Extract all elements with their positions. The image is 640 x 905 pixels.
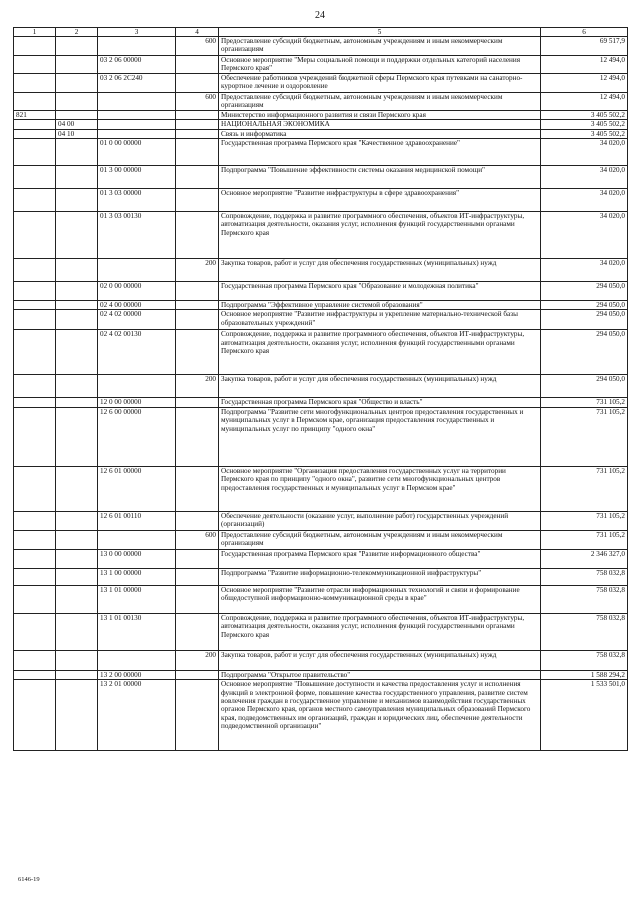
section-code-cell	[56, 585, 98, 613]
target-article-cell: 01 3 03 00000	[98, 189, 176, 212]
description-cell: Основное мероприятие "Развитие инфраструктуры в сфере здравоохранения"	[219, 189, 541, 212]
section-code-cell	[56, 466, 98, 511]
table-row	[14, 110, 628, 119]
document-code: 6146-19	[18, 876, 40, 883]
description-cell: Связь и информатика	[219, 129, 541, 138]
description-cell: Сопровождение, поддержка и развитие программного обеспечения, объектов ИТ-инфраструктуры, автоматизация деятельности, оказания услуг, исполнения функций государственными органами Пермского края	[219, 330, 541, 375]
expense-type-cell	[176, 585, 219, 613]
target-article-cell	[98, 375, 176, 398]
target-article-cell	[98, 93, 176, 111]
description-cell: Основное мероприятие "Меры социальной помощи и поддержки отдельных категорий населения Пермского края"	[219, 56, 541, 74]
table-row	[14, 301, 628, 310]
section-code-cell	[56, 407, 98, 466]
table-row	[14, 259, 628, 282]
expense-type-cell	[176, 310, 219, 330]
amount-cell: 3 405 502,2	[541, 129, 628, 138]
description-cell: Обеспечение деятельности (оказание услуг, выполнение работ) государственных учреждений (организаций)	[219, 511, 541, 530]
description-cell: Закупка товаров, работ и услуг для обеспечения государственных (муниципальных) нужд	[219, 650, 541, 670]
section-code-cell	[56, 650, 98, 670]
target-article-cell	[98, 37, 176, 56]
amount-cell: 731 105,2	[541, 407, 628, 466]
description-cell: Сопровождение, поддержка и развитие программного обеспечения, объектов ИТ-инфраструктуры, автоматизация деятельности, оказания услуг, исполнения функций государственными органами Пермского края	[219, 212, 541, 259]
column-header: 2	[56, 28, 98, 37]
section-code-cell	[56, 613, 98, 650]
description-cell: Государственная программа Пермского края "Общество и власть"	[219, 398, 541, 407]
description-cell: Подпрограмма "Повышение эффективности системы оказания медицинской помощи"	[219, 166, 541, 189]
expense-type-cell: 200	[176, 375, 219, 398]
description-cell: Государственная программа Пермского края "Качественное здравоохранение"	[219, 139, 541, 166]
table-row	[14, 189, 628, 212]
expense-type-cell	[176, 129, 219, 138]
target-article-cell: 01 3 00 00000	[98, 166, 176, 189]
budget-code-cell	[14, 549, 56, 568]
amount-cell: 294 050,0	[541, 282, 628, 301]
target-article-cell: 03 2 06 00000	[98, 56, 176, 74]
column-header: 5	[219, 28, 541, 37]
target-article-cell: 01 3 03 00130	[98, 212, 176, 259]
amount-cell: 758 032,8	[541, 650, 628, 670]
section-code-cell	[56, 139, 98, 166]
description-cell: Закупка товаров, работ и услуг для обеспечения государственных (муниципальных) нужд	[219, 259, 541, 282]
expense-type-cell	[176, 407, 219, 466]
target-article-cell: 02 4 02 00000	[98, 310, 176, 330]
amount-cell: 758 032,8	[541, 568, 628, 585]
budget-code-cell	[14, 330, 56, 375]
description-cell: Государственная программа Пермского края "Развитие информационного общества"	[219, 549, 541, 568]
amount-cell: 34 020,0	[541, 212, 628, 259]
budget-code-cell	[14, 282, 56, 301]
budget-code-cell	[14, 568, 56, 585]
amount-cell: 294 050,0	[541, 330, 628, 375]
section-code-cell	[56, 166, 98, 189]
table-row	[14, 37, 628, 56]
table-header-row	[14, 28, 628, 37]
expense-type-cell: 600	[176, 93, 219, 111]
target-article-cell	[98, 110, 176, 119]
description-cell: Государственная программа Пермского края "Образование и молодежная политика"	[219, 282, 541, 301]
expense-type-cell	[176, 139, 219, 166]
description-cell: Предоставление субсидий бюджетным, автономным учреждениям и иным некоммерческим организациям	[219, 93, 541, 111]
target-article-cell: 12 0 00 00000	[98, 398, 176, 407]
expense-type-cell: 600	[176, 530, 219, 549]
budget-code-cell	[14, 120, 56, 129]
table-row	[14, 93, 628, 111]
target-article-cell: 13 2 00 00000	[98, 670, 176, 679]
expense-type-cell	[176, 398, 219, 407]
target-article-cell: 03 2 06 2С240	[98, 74, 176, 93]
table-row	[14, 680, 628, 751]
amount-cell: 758 032,8	[541, 613, 628, 650]
amount-cell: 731 105,2	[541, 530, 628, 549]
budget-code-cell	[14, 398, 56, 407]
budget-code-cell	[14, 585, 56, 613]
amount-cell: 1 533 501,0	[541, 680, 628, 751]
expense-type-cell	[176, 466, 219, 511]
amount-cell: 3 405 502,2	[541, 120, 628, 129]
column-header: 4	[176, 28, 219, 37]
expense-type-cell: 200	[176, 650, 219, 670]
budget-code-cell	[14, 301, 56, 310]
description-cell: Закупка товаров, работ и услуг для обеспечения государственных (муниципальных) нужд	[219, 375, 541, 398]
table-row	[14, 120, 628, 129]
budget-code-cell	[14, 530, 56, 549]
expense-type-cell	[176, 56, 219, 74]
table-row	[14, 166, 628, 189]
table-row	[14, 670, 628, 679]
section-code-cell	[56, 310, 98, 330]
target-article-cell: 12 6 00 00000	[98, 407, 176, 466]
table-row	[14, 139, 628, 166]
section-code-cell	[56, 189, 98, 212]
table-row	[14, 650, 628, 670]
description-cell: Подпрограмма "Открытое правительство"	[219, 670, 541, 679]
target-article-cell	[98, 530, 176, 549]
expense-type-cell	[176, 189, 219, 212]
amount-cell: 34 020,0	[541, 259, 628, 282]
target-article-cell: 13 2 01 00000	[98, 680, 176, 751]
amount-cell: 731 105,2	[541, 466, 628, 511]
budget-code-cell	[14, 129, 56, 138]
expense-type-cell	[176, 670, 219, 679]
budget-code-cell	[14, 166, 56, 189]
target-article-cell: 02 0 00 00000	[98, 282, 176, 301]
amount-cell: 2 346 327,0	[541, 549, 628, 568]
section-code-cell	[56, 398, 98, 407]
expense-type-cell: 600	[176, 37, 219, 56]
target-article-cell: 12 6 01 00110	[98, 511, 176, 530]
budget-code-cell	[14, 375, 56, 398]
description-cell: Основное мероприятие "Организация предоставления государственных услуг на территории Пермского края по принципу "одного окна", развитие сети многофункциональных центров предоставления государственных и муниципальных услуг в Пермском крае"	[219, 466, 541, 511]
budget-code-cell: 821	[14, 110, 56, 119]
section-code-cell	[56, 330, 98, 375]
target-article-cell: 02 4 00 00000	[98, 301, 176, 310]
budget-code-cell	[14, 74, 56, 93]
expense-type-cell	[176, 212, 219, 259]
budget-code-cell	[14, 466, 56, 511]
amount-cell: 1 588 294,2	[541, 670, 628, 679]
table-row	[14, 310, 628, 330]
target-article-cell: 12 6 01 00000	[98, 466, 176, 511]
expense-type-cell	[176, 282, 219, 301]
amount-cell: 69 517,9	[541, 37, 628, 56]
amount-cell: 731 105,2	[541, 511, 628, 530]
section-code-cell	[56, 212, 98, 259]
description-cell: Подпрограмма "Развитие информационно-телекоммуникационной инфраструктуры"	[219, 568, 541, 585]
amount-cell: 294 050,0	[541, 310, 628, 330]
target-article-cell	[98, 650, 176, 670]
budget-code-cell	[14, 93, 56, 111]
amount-cell: 3 405 502,2	[541, 110, 628, 119]
budget-code-cell	[14, 56, 56, 74]
budget-code-cell	[14, 680, 56, 751]
amount-cell: 12 494,0	[541, 56, 628, 74]
table-row	[14, 613, 628, 650]
column-header: 3	[98, 28, 176, 37]
section-code-cell	[56, 110, 98, 119]
section-code-cell	[56, 680, 98, 751]
description-cell: Основное мероприятие "Развитие инфраструктуры и укрепление материально-технической базы образовательных учреждений"	[219, 310, 541, 330]
table-row	[14, 74, 628, 93]
section-code-cell	[56, 282, 98, 301]
section-code-cell: 04 10	[56, 129, 98, 138]
table-row	[14, 549, 628, 568]
expense-type-cell	[176, 330, 219, 375]
section-code-cell	[56, 37, 98, 56]
expense-type-cell: 200	[176, 259, 219, 282]
budget-code-cell	[14, 613, 56, 650]
amount-cell: 294 050,0	[541, 301, 628, 310]
target-article-cell: 13 1 00 00000	[98, 568, 176, 585]
description-cell: Обеспечение работников учреждений бюджетной сферы Пермского края путевками на санаторно-курортное лечение и оздоровление	[219, 74, 541, 93]
table-row	[14, 398, 628, 407]
table-row	[14, 129, 628, 138]
amount-cell: 294 050,0	[541, 375, 628, 398]
expense-type-cell	[176, 568, 219, 585]
section-code-cell	[56, 259, 98, 282]
budget-code-cell	[14, 212, 56, 259]
description-cell: Подпрограмма "Эффективное управление системой образования"	[219, 301, 541, 310]
expense-type-cell	[176, 549, 219, 568]
target-article-cell	[98, 129, 176, 138]
budget-table	[13, 27, 628, 751]
budget-code-cell	[14, 670, 56, 679]
description-cell: Министерство информационного развития и связи Пермского края	[219, 110, 541, 119]
expense-type-cell	[176, 511, 219, 530]
section-code-cell	[56, 511, 98, 530]
budget-code-cell	[14, 189, 56, 212]
column-header: 1	[14, 28, 56, 37]
section-code-cell	[56, 301, 98, 310]
target-article-cell: 13 0 00 00000	[98, 549, 176, 568]
target-article-cell: 13 1 01 00130	[98, 613, 176, 650]
page-number: 24	[315, 10, 325, 21]
expense-type-cell	[176, 301, 219, 310]
expense-type-cell	[176, 166, 219, 189]
description-cell: Подпрограмма "Развитие сети многофункциональных центров предоставления государственных и муниципальных услуг в Пермском крае, организация предоставления государственных и муниципальных услуг по принципу "одного окна"	[219, 407, 541, 466]
target-article-cell: 02 4 02 00130	[98, 330, 176, 375]
column-header: 6	[541, 28, 628, 37]
expense-type-cell	[176, 613, 219, 650]
description-cell: Основное мероприятие "Развитие отрасли информационных технологий и связи и формирование общедоступной информационно-коммуникационной среды в крае"	[219, 585, 541, 613]
budget-code-cell	[14, 259, 56, 282]
expense-type-cell	[176, 74, 219, 93]
section-code-cell	[56, 375, 98, 398]
table-row	[14, 56, 628, 74]
description-cell: Предоставление субсидий бюджетным, автономным учреждениям и иным некоммерческим организациям	[219, 37, 541, 56]
table-row	[14, 466, 628, 511]
section-code-cell	[56, 549, 98, 568]
table-row	[14, 212, 628, 259]
description-cell: Сопровождение, поддержка и развитие программного обеспечения, объектов ИТ-инфраструктуры, автоматизация деятельности, оказания услуг, исполнения функций государственными органами Пермского края	[219, 613, 541, 650]
budget-code-cell	[14, 310, 56, 330]
expense-type-cell	[176, 110, 219, 119]
budget-code-cell	[14, 407, 56, 466]
table-row	[14, 568, 628, 585]
amount-cell: 34 020,0	[541, 139, 628, 166]
section-code-cell	[56, 56, 98, 74]
description-cell: Предоставление субсидий бюджетным, автономным учреждениям и иным некоммерческим организациям	[219, 530, 541, 549]
expense-type-cell	[176, 680, 219, 751]
target-article-cell: 13 1 01 00000	[98, 585, 176, 613]
budget-code-cell	[14, 511, 56, 530]
table-row	[14, 330, 628, 375]
budget-code-cell	[14, 37, 56, 56]
table-row	[14, 511, 628, 530]
amount-cell: 34 020,0	[541, 166, 628, 189]
table-row	[14, 585, 628, 613]
table-row	[14, 375, 628, 398]
amount-cell: 12 494,0	[541, 74, 628, 93]
target-article-cell	[98, 259, 176, 282]
section-code-cell	[56, 74, 98, 93]
table-row	[14, 530, 628, 549]
section-code-cell	[56, 568, 98, 585]
description-cell: НАЦИОНАЛЬНАЯ ЭКОНОМИКА	[219, 120, 541, 129]
budget-code-cell	[14, 650, 56, 670]
section-code-cell	[56, 93, 98, 111]
amount-cell: 758 032,8	[541, 585, 628, 613]
amount-cell: 12 494,0	[541, 93, 628, 111]
description-cell: Основное мероприятие "Повышение доступности и качества предоставления услуг и исполнения функций в электронной форме, повышение качества государственного управления, развитие систем вовлечения граждан в государственное управление и механизмов взаимодействия государственных органов Пермского края, органов местного самоуправления муниципальных образований Пермского края, подведомственных им организаций, граждан и юридических лиц, обеспечение деятельности подведомственной организации"	[219, 680, 541, 751]
table-row	[14, 407, 628, 466]
section-code-cell	[56, 530, 98, 549]
table-row	[14, 282, 628, 301]
target-article-cell: 01 0 00 00000	[98, 139, 176, 166]
amount-cell: 731 105,2	[541, 398, 628, 407]
amount-cell: 34 020,0	[541, 189, 628, 212]
section-code-cell	[56, 670, 98, 679]
expense-type-cell	[176, 120, 219, 129]
section-code-cell: 04 00	[56, 120, 98, 129]
target-article-cell	[98, 120, 176, 129]
budget-code-cell	[14, 139, 56, 166]
